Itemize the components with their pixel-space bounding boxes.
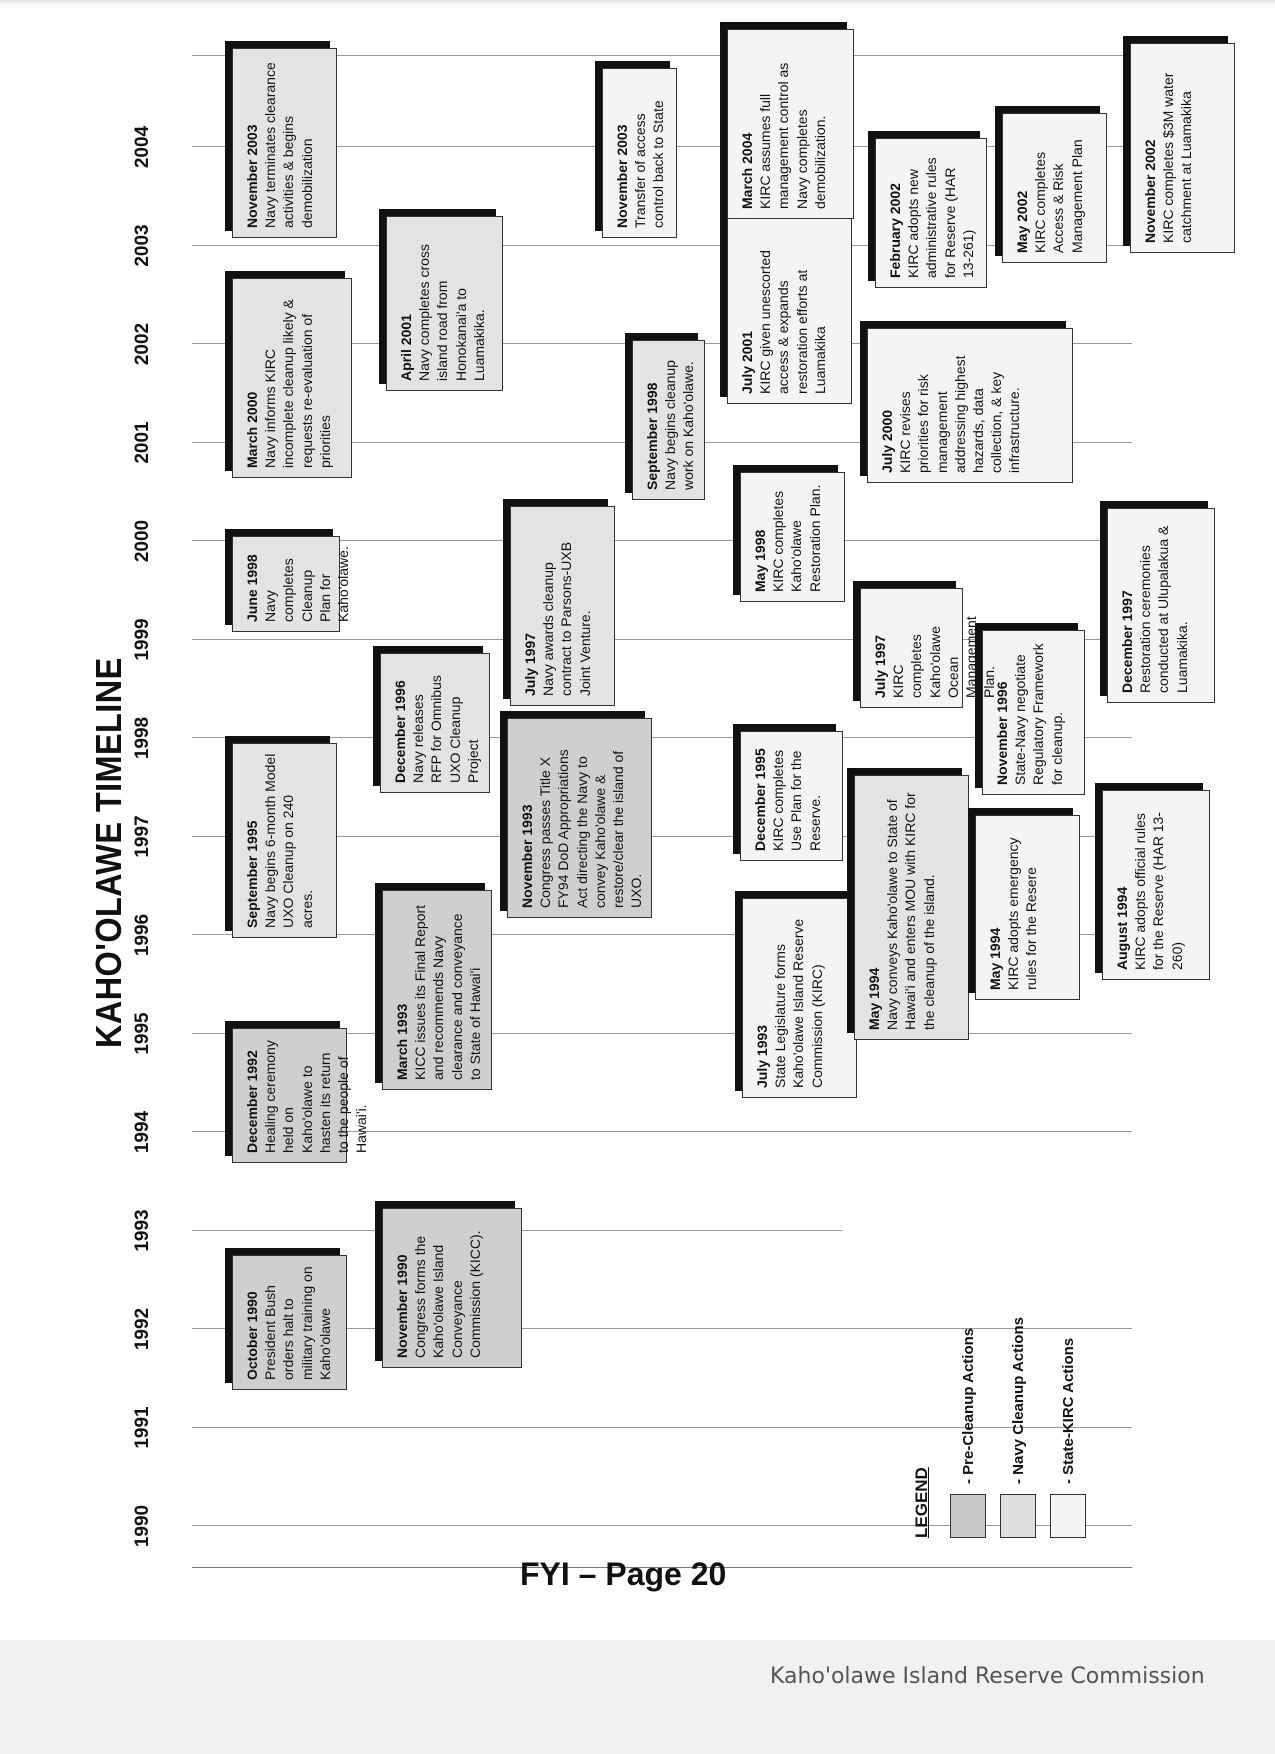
year-gridline <box>192 245 1132 246</box>
event-text: KIRC completes Kaho'olawe Restoration Plan. <box>770 484 823 592</box>
event-date: July 1993 <box>754 1024 770 1088</box>
event-date: May 2002 <box>1014 190 1030 253</box>
year-label: 1991 <box>132 1406 153 1449</box>
year-label: 1990 <box>132 1504 153 1548</box>
legend-label: - State-KIRC Actions <box>1059 1337 1077 1484</box>
timeline-chart <box>82 62 1195 1568</box>
event-card <box>382 890 492 1090</box>
event-text: KIRC adopts new administrative rules for Reserve (HAR 13-261) <box>905 157 976 278</box>
event-date: June 1998 <box>244 554 260 622</box>
event-text: KIRC completes $3M water catchment at Luamakika <box>1160 72 1195 243</box>
event-card <box>232 743 337 938</box>
event-text: President Bush orders halt to military training on Kaho'olawe <box>262 1266 333 1380</box>
event-card <box>510 506 615 706</box>
legend <box>912 1298 1098 1538</box>
year-label: 1999 <box>132 618 153 661</box>
year-label: 1993 <box>132 1209 153 1252</box>
legend-item-state-kirc <box>1048 1298 1088 1538</box>
legend-item-navy-cleanup <box>998 1298 1038 1538</box>
event-date: March 2004 <box>739 132 755 209</box>
event-date: November 2003 <box>614 124 630 228</box>
event-card <box>232 278 352 478</box>
organization-name: Kaho'olawe Island Reserve Commission <box>770 1664 1205 1689</box>
year-label: 1992 <box>132 1307 153 1351</box>
event-text: KIRC completes Access & Risk Management Plan <box>1032 139 1085 253</box>
event-card <box>380 653 490 793</box>
event-date: July 2001 <box>739 330 755 394</box>
event-text: Healing ceremony held on Kaho'olawe to hasten its return to the people of Hawai'i. <box>262 1040 370 1153</box>
event-date: September 1998 <box>644 382 660 490</box>
year-label: 1995 <box>132 1012 153 1055</box>
event-text: KICC issues its Final Report and recommends Navy clearance and conveyance to State of Hawai'i <box>412 904 483 1080</box>
year-label: 2001 <box>132 421 153 464</box>
event-text: KIRC assumes full management control as Navy completes demobilization. <box>757 62 828 209</box>
event-text: KIRC revises priorities for risk management addressing highest hazards, data collection, & key infrastructure. <box>897 355 1023 473</box>
event-card <box>386 216 503 391</box>
event-date: November 2003 <box>244 124 260 228</box>
event-text: Navy awards cleanup contract to Parsons-UXB Joint Venture. <box>540 541 593 696</box>
event-text: Navy releases RFP for Omnibus UXO Cleanup Project <box>410 675 481 783</box>
year-label: 1998 <box>132 716 153 760</box>
event-card <box>382 1208 522 1368</box>
event-card <box>867 328 1073 483</box>
page-bottom-band <box>0 1640 1275 1754</box>
event-card <box>727 29 854 219</box>
event-date: October 1990 <box>244 1291 260 1380</box>
year-label: 2002 <box>132 322 153 366</box>
scan-edge <box>0 0 1275 6</box>
event-card <box>632 340 705 500</box>
event-card <box>740 731 843 861</box>
timeline-title: KAHO'OLAWE TIMELINE <box>88 657 129 1048</box>
event-card <box>740 472 845 602</box>
legend-swatch <box>1050 1494 1086 1538</box>
event-date: August 1994 <box>1114 886 1130 970</box>
year-label: 1994 <box>132 1110 153 1154</box>
legend-label: - Navy Cleanup Actions <box>1009 1317 1027 1484</box>
event-card <box>975 815 1080 1000</box>
event-text: Navy completes cross island road from Honokanai'a to Luamakika. <box>416 244 487 381</box>
event-text: Navy informs KIRC incomplete cleanup likely & requests re-evaluation of priorities <box>262 299 333 468</box>
event-date: May 1998 <box>752 529 768 592</box>
legend-item-pre-cleanup <box>948 1298 988 1538</box>
event-text: KIRC completes Kaho'olawe Ocean Management Plan. <box>890 616 998 698</box>
event-card <box>232 48 337 238</box>
year-label: 1997 <box>132 815 153 858</box>
event-text: State Legislature forms Kaho'olawe Island Reserve Commission (KIRC) <box>772 918 825 1088</box>
event-text: Congress passes Title X FY94 DoD Appropriations Act directing the Navy to convey Kaho'olawe & restore/clear the island of UXO. <box>537 749 645 908</box>
event-text: Congress forms the Kaho'olawe Island Conveyance Commission (KICC). <box>412 1230 483 1358</box>
event-card <box>875 138 987 288</box>
event-card <box>232 536 351 632</box>
event-date: May 1994 <box>987 927 1003 990</box>
event-text: Navy begins 6-month Model UXO Cleanup on 240 acres. <box>262 753 315 928</box>
event-text: KIRC adopts emergency rules for the Resere <box>1005 837 1040 990</box>
event-date: December 1992 <box>244 1050 260 1153</box>
event-text: State-Navy negotiate Regulatory Framework for cleanup. <box>1012 643 1065 785</box>
event-card <box>860 588 998 708</box>
event-date: September 1995 <box>244 820 260 928</box>
event-card <box>232 1028 370 1163</box>
event-date: February 2002 <box>887 183 903 278</box>
event-card <box>1102 790 1210 980</box>
event-date: November 1993 <box>519 804 535 908</box>
event-card <box>232 1255 347 1390</box>
event-text: Transfer of access control back to State <box>632 100 667 228</box>
year-label: 2000 <box>132 519 153 563</box>
year-label: 2004 <box>132 125 153 169</box>
event-card <box>602 68 677 238</box>
event-date: November 2002 <box>1142 139 1158 243</box>
event-date: July 2000 <box>879 409 895 473</box>
legend-swatch <box>950 1494 986 1538</box>
legend-title: LEGEND <box>912 1467 931 1538</box>
event-card <box>1130 43 1235 253</box>
event-text: KIRC given unescorted access & expands restoration efforts at Luamakika <box>757 250 828 394</box>
event-date: November 1996 <box>994 681 1010 785</box>
event-date: December 1996 <box>392 680 408 783</box>
event-date: December 1997 <box>1119 590 1135 693</box>
event-text: Navy conveys Kaho'olawe to State of Hawai'i and enters MOU with KIRC for the cleanup of the island. <box>884 792 937 1030</box>
event-date: December 1995 <box>752 748 768 851</box>
year-label: 2003 <box>132 224 153 267</box>
event-date: July 1997 <box>872 634 888 698</box>
event-card <box>1002 113 1107 263</box>
event-text: KIRC adopts official rules for the Reserve (HAR 13-260) <box>1132 812 1185 970</box>
event-card <box>742 898 857 1098</box>
year-label: 1996 <box>132 913 153 957</box>
event-text: Navy begins cleanup work on Kaho'olawe. <box>662 360 697 490</box>
event-card <box>507 718 652 918</box>
event-card <box>1107 508 1215 703</box>
page-number-label: FYI – Page 20 <box>520 1556 727 1592</box>
event-date: November 1990 <box>394 1254 410 1358</box>
event-card <box>854 775 969 1040</box>
event-card <box>727 214 852 404</box>
event-date: April 2001 <box>398 314 414 381</box>
event-date: May 1994 <box>866 967 882 1030</box>
event-text: Navy completes Cleanup Plan for Kaho'olawe. <box>262 546 351 622</box>
event-date: July 1997 <box>522 632 538 696</box>
event-text: KIRC completes Use Plan for the Reserve. <box>770 749 823 851</box>
legend-label: - Pre-Cleanup Actions <box>959 1327 977 1484</box>
event-date: March 2000 <box>244 391 260 468</box>
event-text: Restoration ceremonies conducted at Ulupalakua & Luamakika. <box>1137 525 1190 693</box>
event-date: March 1993 <box>394 1003 410 1080</box>
event-text: Navy terminates clearance activities & begins demobilization <box>262 62 315 228</box>
legend-swatch <box>1000 1494 1036 1538</box>
